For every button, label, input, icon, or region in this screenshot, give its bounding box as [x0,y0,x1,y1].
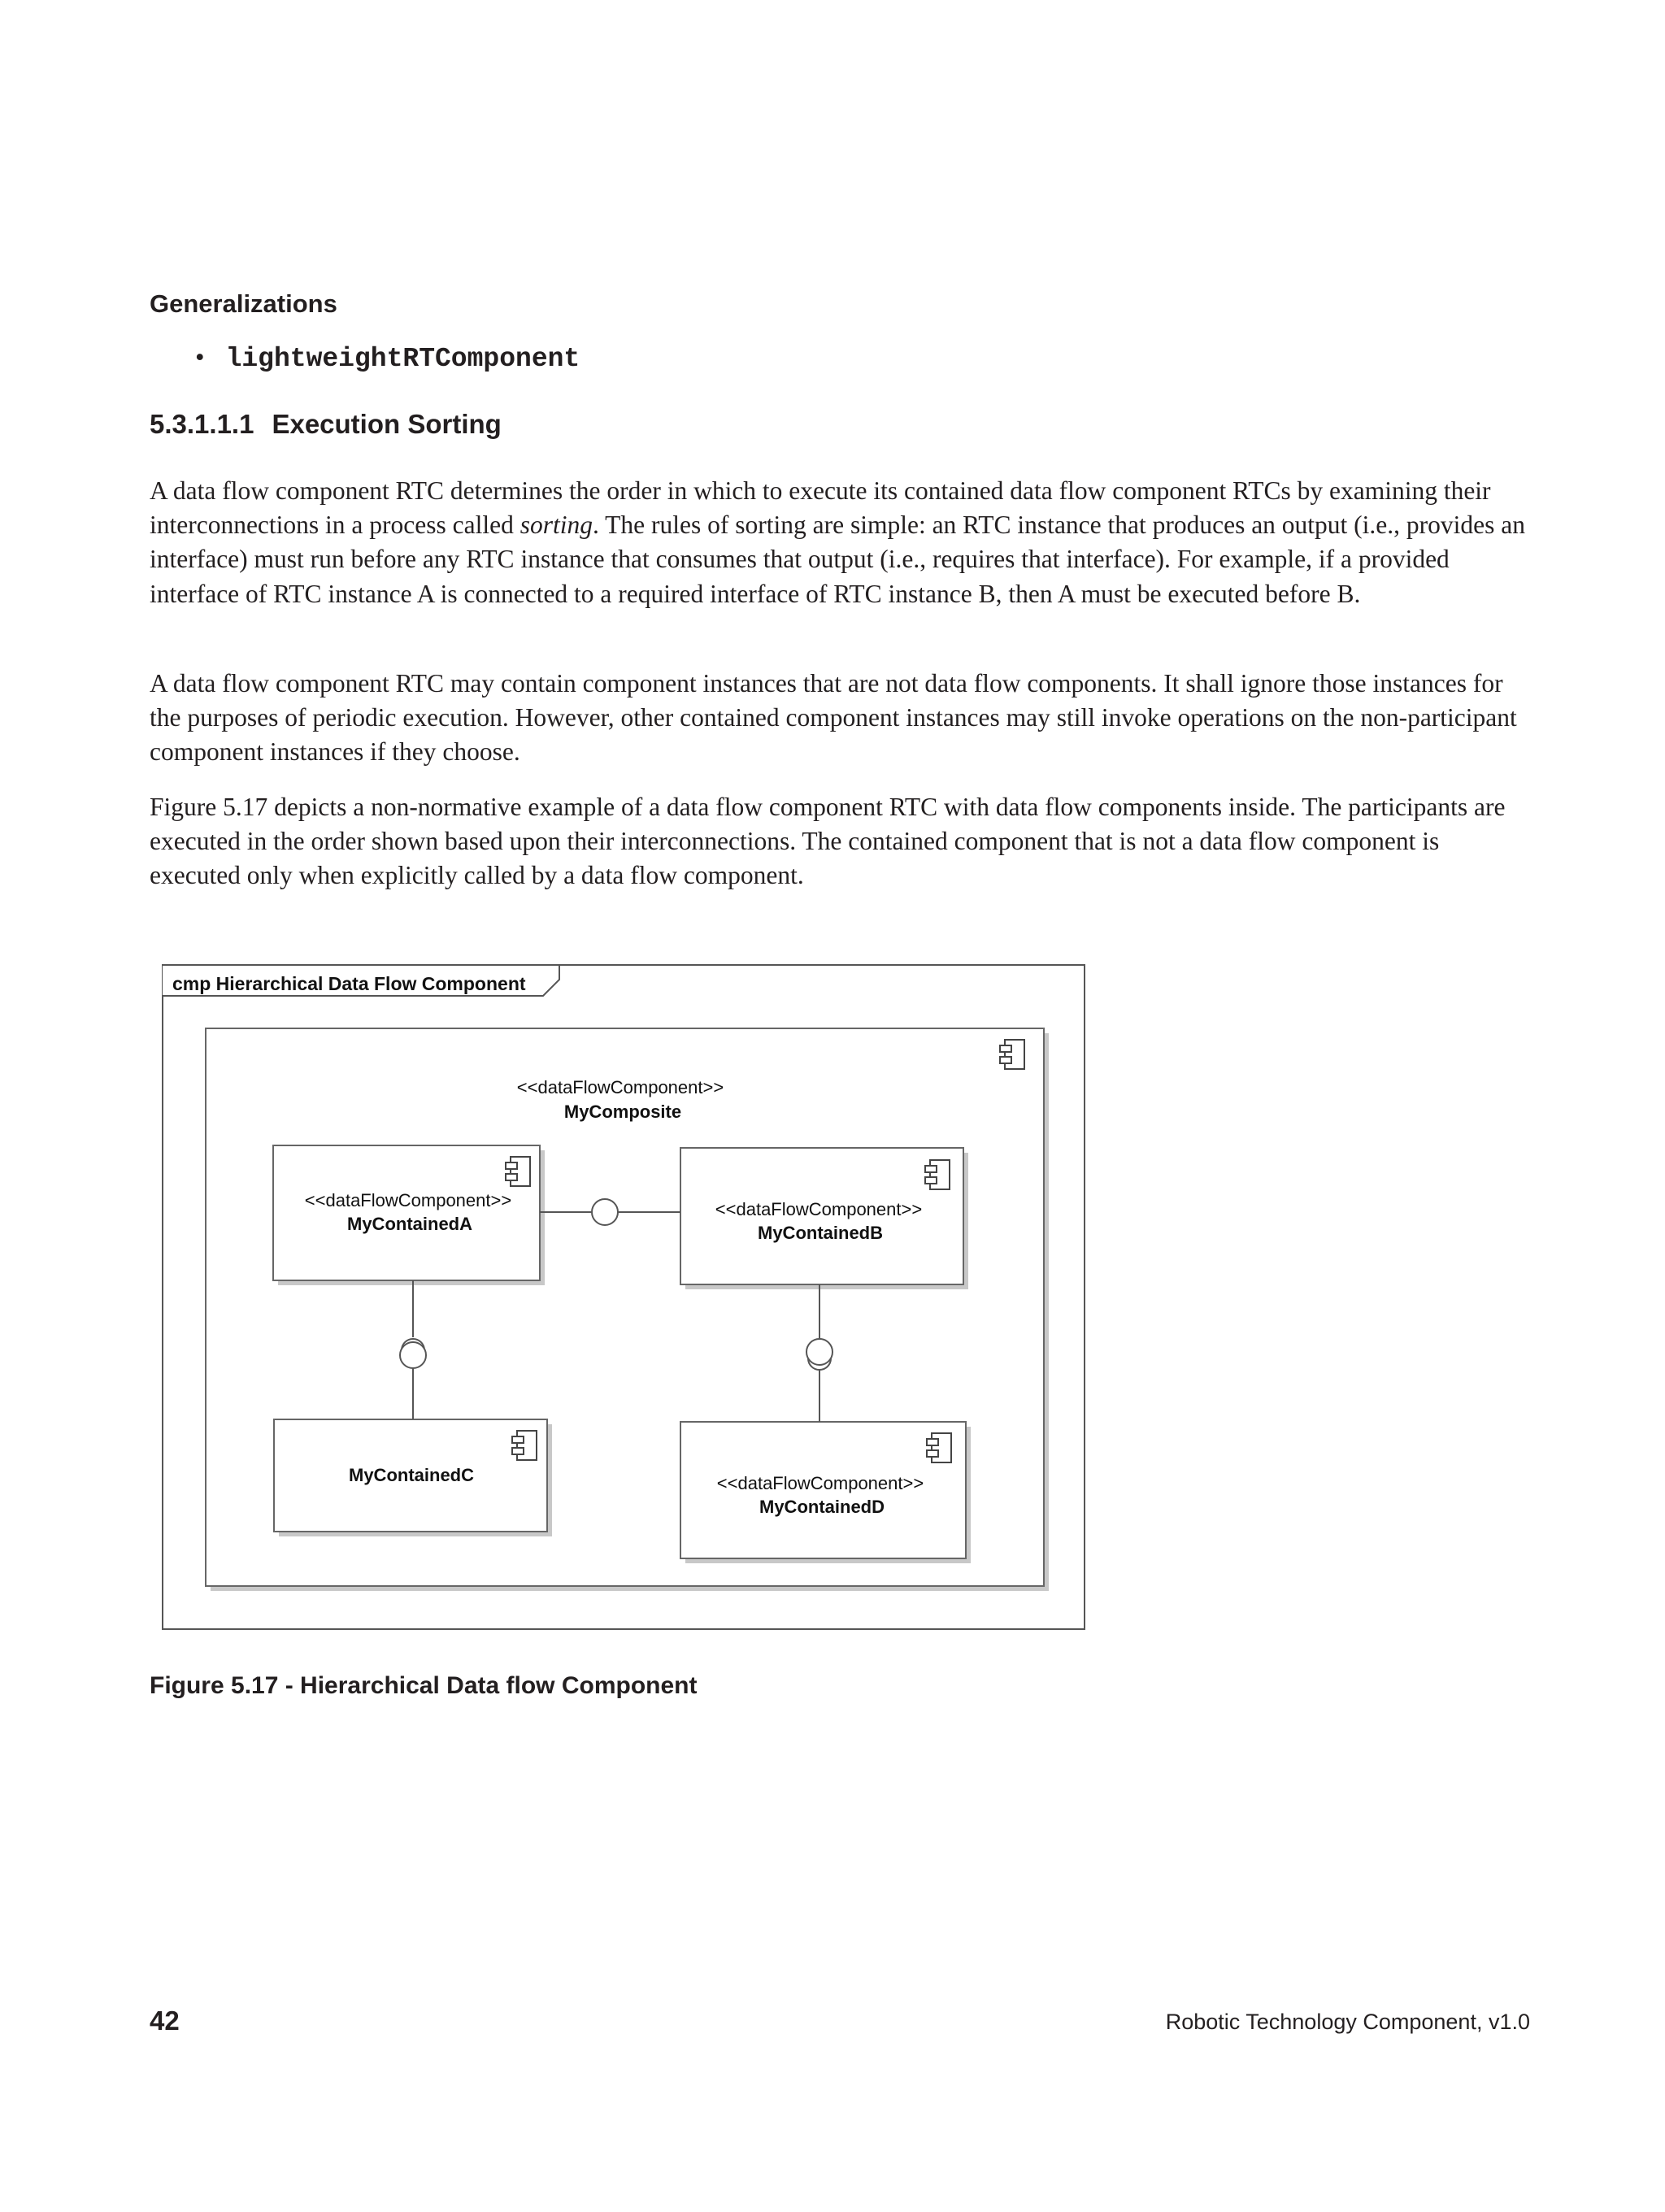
generalizations-heading: Generalizations [150,289,337,318]
component-c-name: MyContainedC [349,1465,474,1485]
component-a-stereotype: <<dataFlowComponent>> [304,1190,512,1210]
paragraph-3: Figure 5.17 depicts a non-normative example of a data flow component RTC with data flow components inside. The participants are executed in the order shown based upon their interconnections. The contained component that is not a data flow component is executed only when explicitly called by a data flow component. [150,793,1506,890]
paragraph-2: A data flow component RTC may contain component instances that are not data flow components. It shall ignore those instances for the purposes of periodic execution. However, other contained component instances may still invoke operations on the non-participant component instances if they choose. [150,669,1517,767]
component-b-name: MyContainedB [758,1223,883,1243]
paragraph-1-text-start: A data flow component RTC determines the order in which to execute its contained data flow component RTCs by examining their interconnections in a process called [150,476,1491,540]
composite-name: MyComposite [563,1102,682,1122]
page-number: 42 [150,2006,180,2036]
connector-b-d-ball [806,1339,832,1365]
component-a-name: MyContainedA [347,1214,472,1234]
component-d-name: MyContainedD [759,1497,885,1517]
paragraph-1-text-end: . The rules of sorting are simple: an RTC instance that produces an output (i.e., provides an interface) must run before any RTC instance that consumes that output (i.e., requires that interface). For example, if a provided interface of RTC instance A is connected to a required interface of RTC instance B, then A must be executed before B. [150,511,1525,608]
paragraph-1 [150,474,1532,611]
bullet: • [195,343,205,372]
component-d-stereotype: <<dataFlowComponent>> [716,1473,924,1493]
section-heading [150,409,502,440]
connector-a-b-ball [592,1199,618,1225]
section-title: Execution Sorting [272,409,502,439]
composite-stereotype: <<dataFlowComponent>> [516,1077,724,1097]
section-number: 5.3.1.1.1 [150,409,254,439]
figure-caption: Figure 5.17 - Hierarchical Data flow Component [150,1672,698,1699]
component-diagram [161,963,1096,1650]
generalization-item [195,343,580,374]
paragraph-1-emphasis: sorting [519,511,593,540]
component-a [273,1145,540,1280]
document-title: Robotic Technology Component, v1.0 [1165,2010,1530,2034]
generalization-item-label: lightweightRTComponent [225,344,580,374]
frame-label: cmp Hierarchical Data Flow Component [172,973,526,994]
component-b-stereotype: <<dataFlowComponent>> [715,1199,923,1219]
connector-a-c-ball [400,1342,426,1368]
